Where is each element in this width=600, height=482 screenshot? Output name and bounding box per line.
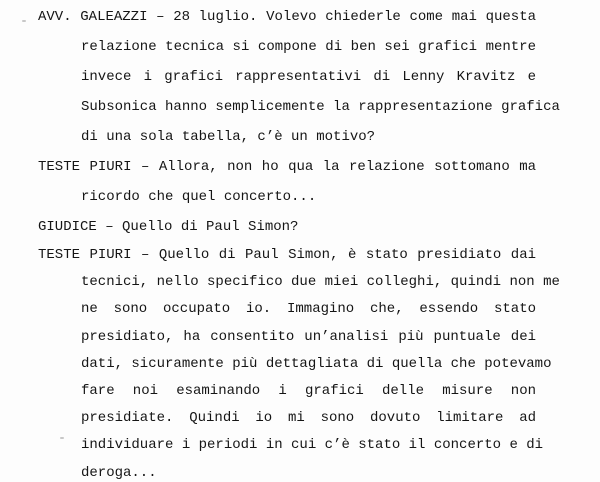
scan-mark	[60, 437, 64, 439]
transcript-line: presidiate. Quindi io mi sono dovuto limitare ad	[81, 410, 536, 426]
transcript-line: AVV. GALEAZZI – 28 luglio. Volevo chiederle come mai questa	[38, 9, 536, 25]
transcript-line: ricordo che quel concerto...	[81, 189, 317, 205]
transcript-line: ne sono occupato io. Immagino che, essendo stato	[81, 301, 536, 317]
transcript-line: dati, sicuramente più dettagliata di quella che potevamo	[81, 356, 552, 372]
transcript-line: GIUDICE – Quello di Paul Simon?	[38, 219, 299, 235]
transcript-line: tecnici, nello specifico due miei colleghi, quindi non me	[81, 274, 560, 290]
transcript-line: di una sola tabella, c’è un motivo?	[81, 129, 376, 145]
scan-mark	[22, 20, 26, 22]
transcript-line: fare noi esaminando i grafici delle misure non	[81, 383, 536, 399]
transcript-line: presidiato, ha consentito un’analisi più puntuale dei	[81, 329, 536, 345]
transcript-line: invece i grafici rappresentativi di Lenny Kravitz e	[81, 69, 536, 85]
transcript-line: TESTE PIURI – Allora, non ho qua la relazione sottomano ma	[38, 159, 536, 175]
transcript-line: TESTE PIURI – Quello di Paul Simon, è stato presidiato dai	[38, 247, 536, 263]
transcript-line: individuare i periodi in cui c’è stato il concerto e di	[81, 437, 544, 453]
transcript-line: Subsonica hanno semplicemente la rappresentazione grafica	[81, 99, 560, 115]
transcript-line: deroga...	[81, 465, 157, 481]
transcript-line: relazione tecnica si compone di ben sei grafici mentre	[81, 39, 536, 55]
